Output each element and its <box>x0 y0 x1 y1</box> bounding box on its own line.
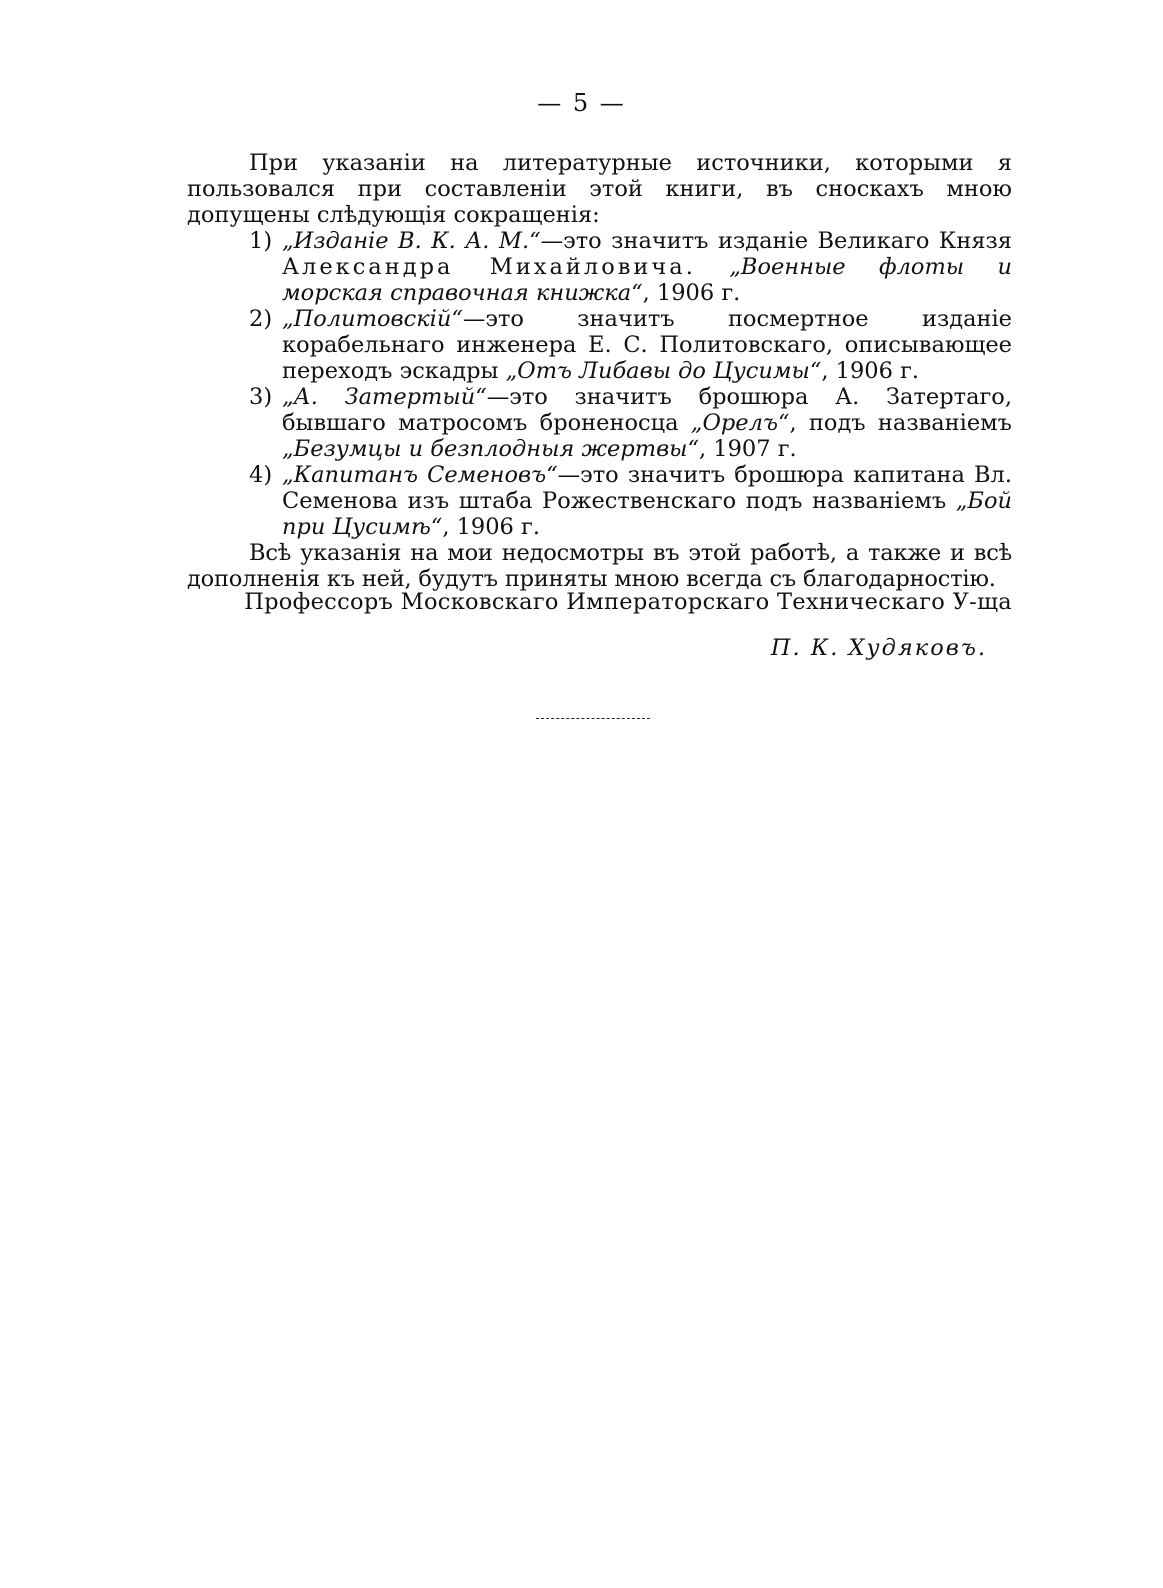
dash: — <box>462 306 486 332</box>
abbreviation: „Изданіе В. К. А. М.“ <box>282 228 541 254</box>
description: это значитъ посмертное изданіе корабельнаго инженера Е. С. Политовскаго, описывающее переходъ эскадры <box>282 306 1012 384</box>
abbreviation: „А. Затертый“ <box>282 384 487 410</box>
dash: — <box>486 384 510 410</box>
list-item <box>187 462 1012 540</box>
description-continued: , подъ названіемъ <box>789 410 1012 436</box>
signature-name: П. К. Худяковъ. <box>770 635 987 661</box>
closing-rule <box>536 718 650 719</box>
source-title: „Военные флоты и морская справочная книжка“ <box>282 254 1012 306</box>
publication-year: , 1907 г. <box>699 436 797 462</box>
person-name: Александра Михайловича. <box>282 254 696 280</box>
abbreviation-list <box>187 228 1012 540</box>
source-title: „Безумцы и безплодныя жертвы“ <box>282 436 699 462</box>
signature-profession: Профессоръ Московскаго Императорскаго Техническаго У-ща <box>244 589 1012 615</box>
abbreviation: „Капитанъ Семеновъ“ <box>282 462 558 488</box>
publication-year: , 1906 г. <box>821 358 920 384</box>
list-item-number: 1) <box>249 228 273 254</box>
closing-paragraph: Всѣ указанія на мои недосмотры въ этой работѣ, а также и всѣ дополненія къ ней, будутъ приняты мною всегда съ благодарностію. <box>187 540 1012 592</box>
description-continued <box>696 254 729 280</box>
list-item <box>187 306 1012 384</box>
dash: — <box>540 228 564 254</box>
description: это значитъ изданіе Великаго Князя <box>563 228 1012 254</box>
list-item-number: 4) <box>249 462 273 488</box>
list-item <box>187 384 1012 462</box>
ship-name: „Орелъ“ <box>690 410 790 436</box>
abbreviation: „Политовскій“ <box>282 306 463 332</box>
page-number: — 5 — <box>537 89 626 117</box>
list-item-number: 2) <box>249 306 273 332</box>
description: это значитъ брошюра А. Затертаго, бывшаго матросомъ броненосца <box>282 384 1012 436</box>
intro-paragraph: При указаніи на литературные источники, которыми я пользовался при составленіи этой книги, въ сноскахъ мною допущены слѣдующія сокращенія: <box>187 150 1012 228</box>
list-item <box>187 228 1012 306</box>
source-title: „Бой при Цусимѣ“ <box>282 488 1012 540</box>
body-text <box>187 150 1012 592</box>
publication-year: , 1906 г. <box>442 514 540 540</box>
dash: — <box>557 462 581 488</box>
publication-year: , 1906 г. <box>642 280 741 306</box>
source-title: „Отъ Либавы до Цусимы“ <box>505 358 822 384</box>
description: это значитъ брошюра капитана Вл. Семенова изъ штаба Рожественскаго подъ названіемъ <box>282 462 1012 514</box>
list-item-number: 3) <box>249 384 273 410</box>
